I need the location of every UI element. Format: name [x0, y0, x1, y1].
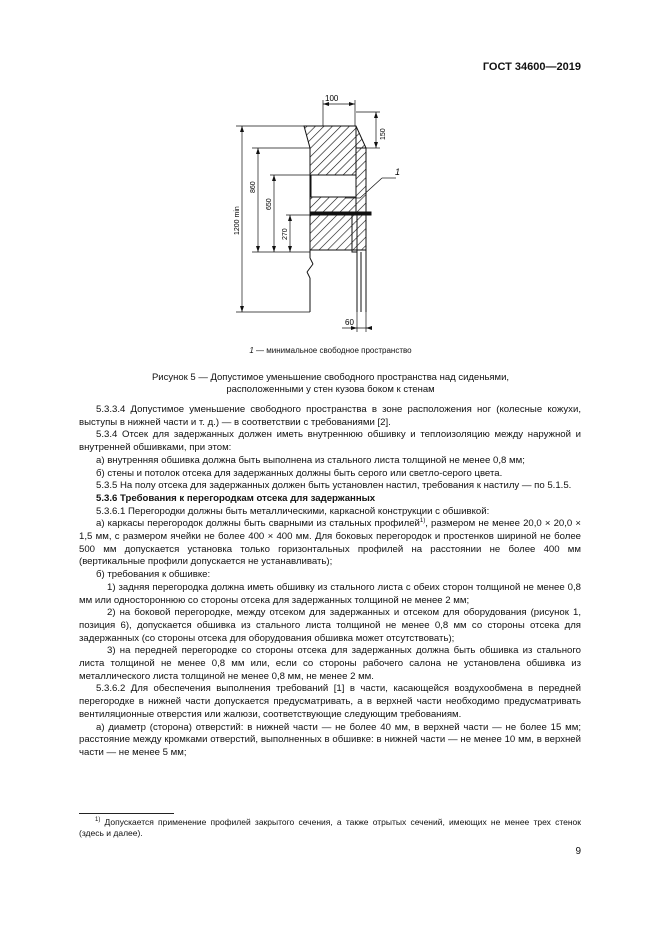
figure-caption [0, 372, 661, 396]
dim-mid-height: 650 [266, 198, 273, 210]
dim-lower-height: 270 [282, 228, 289, 240]
dim-bottom-width: 60 [345, 318, 354, 327]
footnote-reference: 1) [419, 518, 426, 525]
frames-text-end: , размером не менее 20,0 × 20,0 × 1,5 мм, с размером ячейки не более 400 × 400 мм. Для боковых перегородок и простенков шириной не более 500 мм допускается установка только горизонтальных профилей на расстоянии не более 400 мм (вертикальные профили допускается не устанавливать); [79, 518, 581, 568]
list-item-a: а) внутренняя обшивка должна быть выполнена из стального листа толщиной не менее 0,8 мм; [96, 454, 525, 466]
callout-number: 1 [395, 167, 401, 177]
caption-line-1: Рисунок 5 — Допустимое уменьшение свободного пространства над сиденьями, [151, 372, 510, 383]
dim-upper-height: 860 [250, 181, 257, 193]
body-text [79, 404, 581, 760]
dim-top-height: 150 [380, 128, 387, 140]
sub-item-3: 3) на передней перегородке со стороны отсека для задержанных должна быть обшивка из стального листа толщиной не менее 0,8 мм или, если со стороны рабочего салона не установлена обшивка из металлического листа толщиной не менее 0,8 мм, не менее 2 мм. [79, 645, 581, 682]
list-item-b: б) стены и потолок отсека для задержанных должны быть серого или светло-серого цвета. [96, 467, 503, 479]
list-item-openings: а) диаметр (сторона) отверстий: в нижней части — не более 40 мм, в верхней части — не более 15 мм; расстояние между кромками отверстий, выполненных в обшивке: в нижней части — не менее 10 мм, в верхней части — не менее 5 мм; [79, 721, 581, 758]
list-item-frames [79, 518, 581, 569]
legend-text: — минимальное свободное пространство [253, 346, 412, 355]
list-item-sheathing: б) требования к обшивке: [96, 569, 211, 581]
page-number: 9 [575, 846, 581, 857]
footnote [79, 817, 581, 839]
sub-item-1: 1) задняя перегородка должна иметь обшивку из стального листа с обеих сторон толщиной не менее 0,8 мм или одностороннюю со стороны отсека для задержанных толщиной не менее 2 мм; [79, 581, 581, 606]
document-header: ГОСТ 34600—2019 [482, 61, 581, 73]
figure-legend [0, 346, 661, 355]
frames-text-start: а) каркасы перегородок должны быть сварными из стальных профилей [96, 518, 420, 530]
figure-5-drawing [225, 90, 430, 340]
dim-overall-height: 1200 min [234, 206, 241, 235]
dim-top-width: 100 [325, 94, 339, 103]
footnote-divider [79, 813, 174, 814]
paragraph-5-3-4: 5.3.4 Отсек для задержанных должен иметь внутреннюю обшивку и теплоизоляцию между наружной и внутренней обшивками, при этом: [79, 429, 581, 454]
footnote-mark: 1) [95, 817, 101, 823]
paragraph-5-3-6-1: 5.3.6.1 Перегородки должны быть металлическими, каркасной конструкции с обшивкой: [96, 505, 490, 517]
sub-item-2: 2) на боковой перегородке, между отсеком для задержанных и отсеком для оборудования (рисунок 1, позиция 6), допускается обшивка из стального листа толщиной не менее 0,8 мм со стороны отсека для задержанных (со стороны отсека для оборудования обшивка может отсутствовать); [79, 607, 581, 644]
paragraph-5-3-5: 5.3.5 На полу отсека для задержанных должен быть установлен настил, требования к настилу — по 5.1.5. [96, 480, 572, 492]
paragraph-5-3-6-2: 5.3.6.2 Для обеспечения выполнения требований [1] в части, касающейся воздухообмена в передней перегородке в нижней части допускается предусматривать, а в верхней части необходимо предусматривать вентиляционные отверстия или жалюзи, соответствующие следующим требованиям. [79, 683, 581, 720]
paragraph-5-3-3-4: 5.3.3.4 Допустимое уменьшение свободного пространства в зоне расположения ног (колесные кожухи, выступы в нижней части и т. д.) — в соответствии с требованиями [2]. [79, 404, 581, 428]
footnote-text: Допускается применение профилей закрытого сечения, а также отрытых сечений, имеющих не менее трех стенок (здесь и далее). [79, 817, 581, 838]
legend-number: 1 [249, 346, 254, 355]
caption-line-2: расположенными у стен кузова боком к стенам [226, 384, 435, 395]
section-heading-5-3-6: 5.3.6 Требования к перегородкам отсека для задержанных [96, 492, 376, 504]
